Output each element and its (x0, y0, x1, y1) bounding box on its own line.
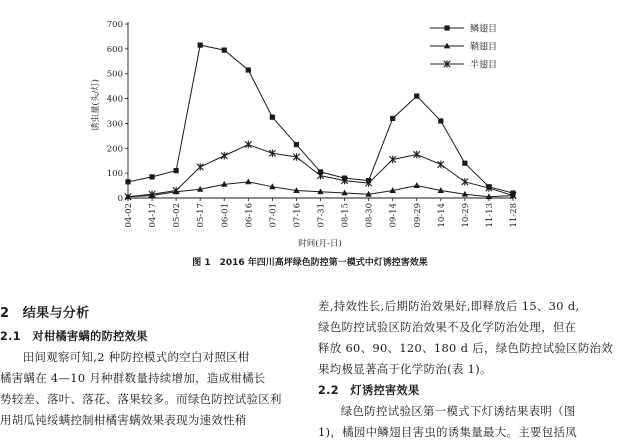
text-line: 用胡瓜钝绥螨控制柑橘害螨效果表现为速效性稍 (0, 413, 247, 427)
text-line: 1)，橘园中鳞翅目害虫的诱集量最大。主要包括凤 (318, 425, 577, 439)
data-point-cross (438, 161, 444, 169)
x-tick-label: 07-31 (316, 203, 327, 228)
y-tick-label: 200 (106, 144, 123, 155)
x-tick-label: 10-29 (460, 203, 471, 228)
data-point-square (462, 161, 467, 166)
data-point-cross (462, 178, 468, 186)
data-point-cross (245, 141, 251, 149)
text-line: 势较差、落叶、落花、落果较多。而绿色防控试验区利 (0, 392, 282, 406)
x-tick-label: 11-28 (509, 203, 519, 228)
chart-series (125, 43, 516, 201)
text-line: 橘害螨在 4—10 月种群数量持续增加，造成柑橘长 (0, 371, 266, 385)
x-axis-label: 时间(月-日) (298, 239, 342, 249)
x-tick-label: 04-02 (124, 203, 134, 228)
y-tick-label: 500 (106, 69, 123, 80)
right-paragraph-2 (318, 401, 620, 443)
y-tick-label: 600 (106, 44, 123, 55)
x-tick-label: 05-02 (172, 203, 183, 228)
y-tick-label: 0 (117, 194, 123, 204)
x-tick-label: 08-15 (340, 203, 351, 228)
right-paragraph-1 (318, 296, 620, 380)
x-tick-label: 07-01 (268, 203, 279, 228)
x-tick-label: 06-16 (244, 203, 255, 228)
x-tick-label: 11-13 (484, 203, 495, 228)
data-point-square (125, 179, 130, 184)
left-paragraph (0, 347, 302, 431)
legend-label: 鳞翅目 (470, 24, 498, 35)
legend-label: 半翅目 (470, 60, 498, 71)
x-tick-label: 10-14 (436, 203, 447, 228)
y-tick-label: 400 (106, 94, 123, 105)
data-point-triangle (414, 182, 420, 188)
text-line: 田间观察可知,2 种防控模式的空白对照区柑 (22, 350, 250, 364)
data-point-square (174, 168, 179, 173)
data-point-square (149, 174, 154, 179)
section-heading: 2 结果与分析 (0, 306, 90, 321)
y-tick-label: 100 (106, 169, 123, 180)
y-axis-label: 诱虫量(头/灯) (91, 79, 101, 131)
x-axis-ticks (124, 198, 519, 228)
y-axis-ticks (107, 20, 128, 204)
data-point-square (294, 142, 299, 147)
y-tick-label: 300 (106, 119, 123, 130)
text-line: 果均极显著高于化学防治(表 1)。 (318, 362, 492, 376)
x-tick-label: 09-14 (388, 203, 399, 228)
data-point-square (270, 115, 275, 120)
x-tick-label: 09-29 (412, 203, 423, 228)
data-point-square (222, 48, 227, 53)
legend-label: 鞘翅目 (470, 42, 498, 53)
subsection-heading-2-2: 2.2 灯诱控害效果 (318, 384, 420, 397)
right-column (318, 296, 620, 443)
x-tick-label: 04-17 (148, 203, 159, 228)
left-column (0, 298, 302, 431)
x-tick-label: 07-16 (292, 203, 303, 228)
text-line: 差,持效性长,后期防治效果好,即释放后 15、30 d, (318, 299, 580, 313)
subsection-heading-2-1: 2.1 对柑橘害螨的防控效果 (0, 330, 148, 343)
data-point-cross (197, 163, 203, 171)
series-2 (125, 178, 516, 199)
data-point-square (438, 118, 443, 123)
x-tick-label: 08-30 (364, 203, 375, 228)
text-line: 绿色防控试验区第一模式下灯诱结果表明（图 (340, 404, 576, 418)
y-tick-label: 700 (106, 20, 123, 30)
data-point-square (390, 116, 395, 121)
data-point-cross (221, 152, 227, 160)
legend-marker (444, 25, 449, 30)
data-point-square (198, 43, 203, 48)
x-tick-label: 05-17 (196, 203, 207, 228)
data-point-square (414, 93, 419, 98)
text-line: 释放 60、90、120、180 d 后，绿色防控试验区防治效 (318, 341, 614, 355)
data-point-triangle (245, 178, 251, 184)
data-point-square (246, 67, 251, 72)
text-line: 绿色防控试验区防治效果不及化学防治处理，但在 (318, 320, 577, 334)
chart-legend (430, 23, 497, 71)
figure-caption: 图 1 2016 年四川高坪绿色防控第一模式中灯诱控害效果 (192, 258, 428, 268)
x-tick-label: 06-01 (220, 203, 231, 228)
